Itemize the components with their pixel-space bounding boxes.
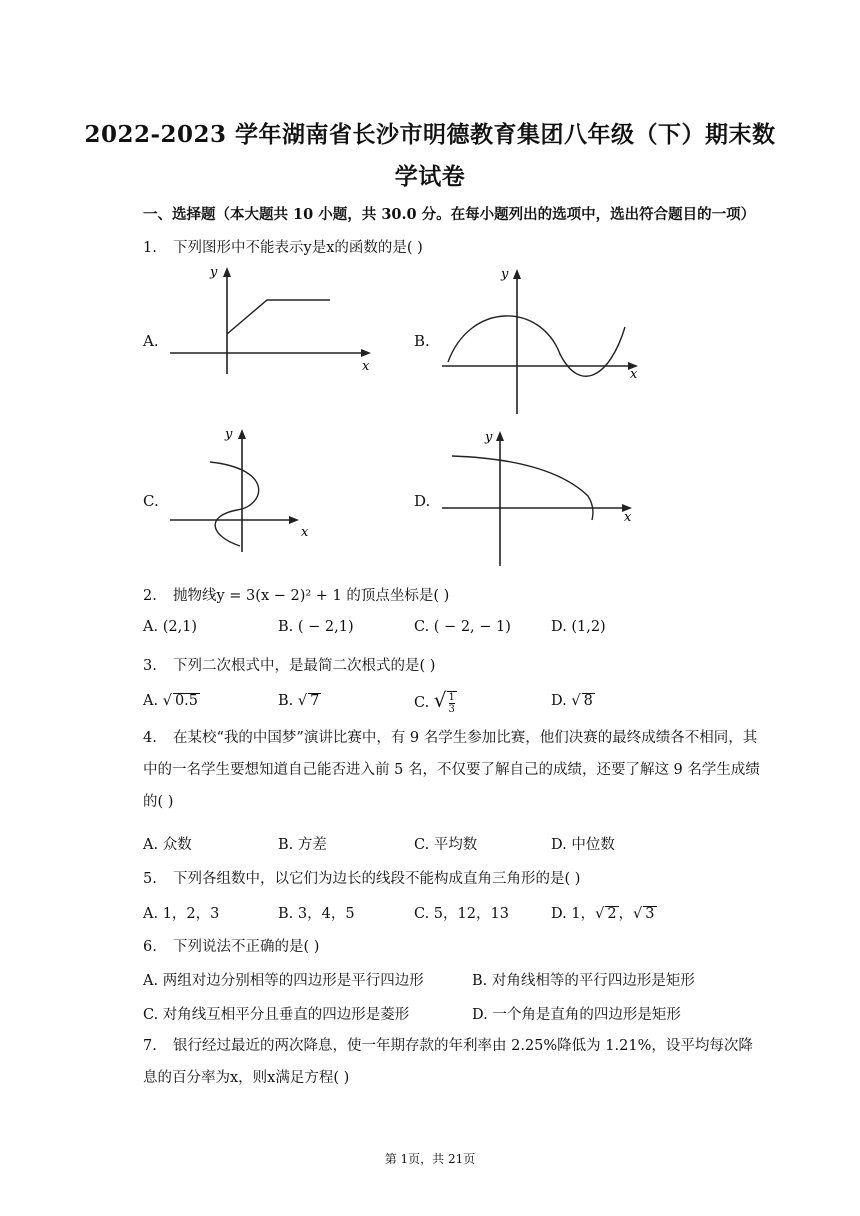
exam-title-line2: 学试卷 <box>394 163 466 190</box>
q2-option-d: D. (1,2) <box>551 619 606 635</box>
question-text: 银行经过最近的两次降息，使一年期存款的年利率由 2.25%降低为 1.21%，设平均每次降息的百分率为x，则x满足方程( ) <box>143 1038 753 1086</box>
q5-option-c: C. 5，12，13 <box>414 906 509 922</box>
q6-option-c: C. 对角线互相平分且垂直的四边形是菱形 <box>143 1007 410 1023</box>
option-label-b: B. <box>414 332 430 350</box>
question-7 <box>143 1030 763 1094</box>
axis-x-label: x <box>624 510 632 525</box>
option-label-a: A. <box>143 332 159 350</box>
q5-option-b: B. 3，4，5 <box>278 906 355 922</box>
option-label-d: D. <box>414 492 431 510</box>
question-number: 1. <box>143 240 157 256</box>
q3-option-a: A. √ 0.5 <box>143 693 199 709</box>
question-number: 5. <box>143 871 157 887</box>
question-2 <box>143 584 449 605</box>
graph-d <box>440 424 645 569</box>
question-number: 3. <box>143 658 157 674</box>
radicand: 7 <box>310 693 320 709</box>
graph-b <box>440 262 645 417</box>
q6-option-d: D. 一个角是直角的四边形是矩形 <box>472 1007 681 1023</box>
separator: ， <box>618 906 634 922</box>
radicand: 0.5 <box>174 693 199 709</box>
question-number: 4. <box>143 730 157 746</box>
question-text: 下列二次根式中，是最简二次根式的是( ) <box>173 658 436 674</box>
axis-y-label: y <box>501 267 509 282</box>
q5-option-a: A. 1，2，3 <box>143 906 220 922</box>
axis-x-label: x <box>630 367 638 382</box>
numerator: 1 <box>448 692 455 703</box>
option-label: C. <box>414 695 430 711</box>
question-number: 6. <box>143 939 157 955</box>
fraction <box>447 691 457 715</box>
axis-y-label: y <box>485 430 493 445</box>
page-footer: 第 1页，共 21页 <box>384 1152 476 1166</box>
question-6 <box>143 935 319 956</box>
question-text: 在某校“我的中国梦”演讲比赛中，有 9 名学生参加比赛，他们决赛的最终成绩各不相同，其中的一名学生要想知道自己能否进入前 5 名，不仅要了解自己的成绩，还要了解这 9 名学生成绩的( ) <box>143 730 760 810</box>
q2-option-c: C. ( − 2, − 1) <box>414 619 511 635</box>
question-1 <box>143 236 423 257</box>
question-5 <box>143 867 580 888</box>
question-number: 2. <box>143 588 157 604</box>
q4-option-d: D. 中位数 <box>551 837 615 853</box>
question-4 <box>143 722 763 818</box>
question-text: 抛物线y = 3(x − 2)² + 1 的顶点坐标是( ) <box>173 588 450 604</box>
question-3 <box>143 654 435 675</box>
q3-option-b: B. √ 7 <box>278 693 320 709</box>
q4-option-a: A. 众数 <box>143 837 192 853</box>
q6-option-b: B. 对角线相等的平行四边形是矩形 <box>472 973 695 989</box>
q5-option-d: D. 1，√ 2 ，√ 3 <box>551 906 655 922</box>
radicand: 2 <box>607 906 617 922</box>
q3-option-d: D. √ 8 <box>551 693 593 709</box>
axis-x-label: x <box>362 359 370 374</box>
question-text: 下列各组数中，以它们为边长的线段不能构成直角三角形的是( ) <box>173 871 581 887</box>
option-label: B. <box>278 693 294 709</box>
option-label: A. <box>143 693 159 709</box>
axis-x-label: x <box>301 525 309 540</box>
axis-y-label: y <box>225 427 233 442</box>
graph-c <box>165 424 315 554</box>
radicand: 3 <box>645 906 655 922</box>
q2-option-b: B. ( − 2,1) <box>278 619 354 635</box>
option-prefix: D. 1， <box>551 906 596 922</box>
graph-a <box>165 262 375 377</box>
q6-option-a: A. 两组对边分别相等的四边形是平行四边形 <box>143 973 424 989</box>
section-heading: 一、选择题（本大题共 10 小题，共 30.0 分。在每小题列出的选项中，选出符合题目的一项） <box>143 206 756 223</box>
question-number: 7. <box>143 1038 157 1054</box>
radicand: 8 <box>583 693 593 709</box>
q2-option-a: A. (2,1) <box>143 619 198 635</box>
question-text: 下列说法不正确的是( ) <box>173 939 320 955</box>
q3-option-c: C. √ $\frac{1}{3}$ <box>414 688 455 715</box>
option-label: D. <box>551 693 567 709</box>
q4-option-b: B. 方差 <box>278 837 327 853</box>
option-label-c: C. <box>143 492 159 510</box>
denominator: 3 <box>448 704 455 715</box>
q4-option-c: C. 平均数 <box>414 837 478 853</box>
exam-title-line1: 2022-2023 学年湖南省长沙市明德教育集团八年级（下）期末数 <box>84 121 776 148</box>
question-text: 下列图形中不能表示y是x的函数的是( ) <box>173 240 423 256</box>
axis-y-label: y <box>210 265 218 280</box>
